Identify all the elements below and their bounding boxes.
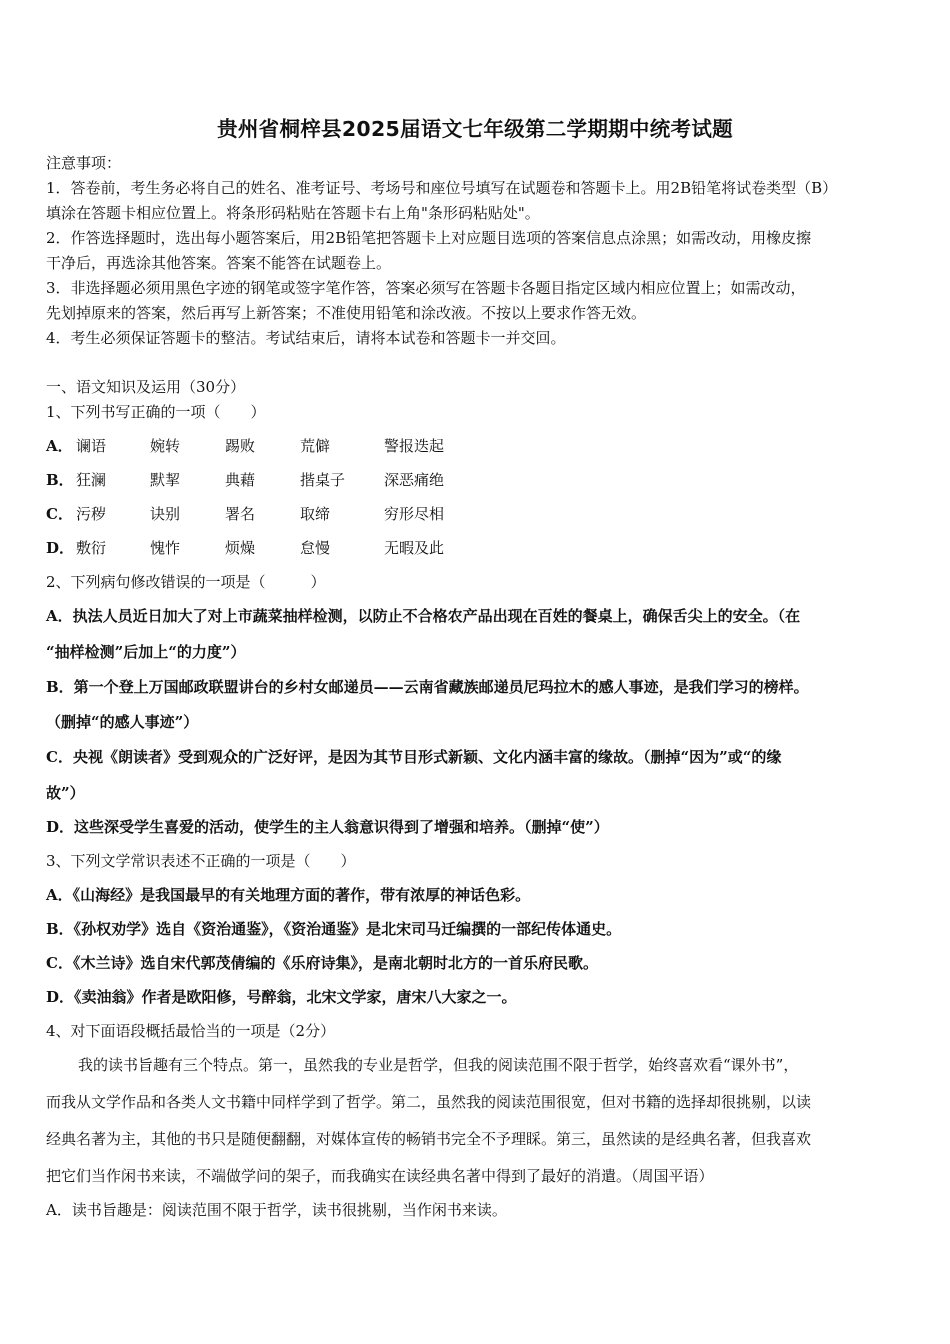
q2-line: C．央视《朗读者》受到观众的广泛好评，是因为其节目形式新颖、文化内涵丰富的缘故。（删掉“因为”或“的缘 <box>46 748 782 766</box>
option-label: A． <box>46 437 73 455</box>
option-word: 狂澜 <box>76 471 107 489</box>
option-label: D． <box>46 539 75 557</box>
notice-line: 2．作答选择题时，选出每小题答案后，用2B铅笔把答题卡上对应题目选项的答案信息点涂黑；如需改动，用橡皮擦 <box>46 229 812 247</box>
option-word: 典藉 <box>225 471 256 489</box>
notice-line: 1．答卷前，考生务必将自己的姓名、准考证号、考场号和座位号填写在试题卷和答题卡上。用2B铅笔将试卷类型（B） <box>46 179 838 197</box>
passage-line: 我的读书旨趣有三个特点。第一，虽然我的专业是哲学，但我的阅读范围不限于哲学，始终喜欢看“课外书”， <box>78 1056 799 1074</box>
q2-line: 故”） <box>46 784 85 802</box>
option-word: 婉转 <box>150 437 181 455</box>
option-word: 污秽 <box>76 505 107 523</box>
option-label: C． <box>46 505 73 523</box>
q4-option-a: A．读书旨趣是：阅读范围不限于哲学，读书很挑剔，当作闲书来读。 <box>46 1201 507 1219</box>
section-heading: 一、语文知识及运用（30分） <box>46 378 246 396</box>
q3-line: B．《孙权劝学》选自《资治通鉴》，《资治通鉴》是北宋司马迁编撰的一部纪传体通史。 <box>46 920 622 938</box>
option-word: 怠慢 <box>300 539 331 557</box>
option-word: 深恶痛绝 <box>384 471 445 489</box>
option-word: 取缔 <box>300 505 331 523</box>
question-1-stem: 1、下列书写正确的一项（ ） <box>46 403 266 421</box>
q3-line: A．《山海经》是我国最早的有关地理方面的著作，带有浓厚的神话色彩。 <box>46 886 531 904</box>
notice-line: 干净后，再选涂其他答案。答案不能答在试题卷上。 <box>46 254 392 272</box>
q2-line: A．执法人员近日加大了对上市蔬菜抽样检测，以防止不合格农产品出现在百姓的餐桌上，确保舌尖上的安全。（在 <box>46 607 801 625</box>
option-word: 荒僻 <box>300 437 331 455</box>
option-word: 署名 <box>225 505 256 523</box>
notice-heading: 注意事项： <box>46 154 122 172</box>
option-word: 穷形尽相 <box>384 505 445 523</box>
passage-line: 而我从文学作品和各类人文书籍中同样学到了哲学。第二，虽然我的阅读范围很宽，但对书籍的选择却很挑剔，以读 <box>46 1093 812 1111</box>
option-word: 诀别 <box>150 505 181 523</box>
option-word: 敷衍 <box>76 539 107 557</box>
q2-line: D．这些深受学生喜爱的活动，使学生的主人翁意识得到了增强和培养。（删掉“使”） <box>46 818 609 836</box>
option-word: 无暇及此 <box>384 539 445 557</box>
option-word: 默挈 <box>150 471 181 489</box>
notice-line: 先划掉原来的答案，然后再写上新答案；不准使用铅笔和涂改液。不按以上要求作答无效。 <box>46 304 647 322</box>
page-title: 贵州省桐梓县2025届语文七年级第二学期期中统考试题 <box>217 117 733 141</box>
passage-line: 经典名著为主，其他的书只是随便翻翻，对媒体宣传的畅销书完全不予理睬。第三，虽然读的是经典名著，但我喜欢 <box>46 1130 812 1148</box>
notice-line: 填涂在答题卡相应位置上。将条形码粘贴在答题卡右上角"条形码粘贴处"。 <box>46 204 540 222</box>
question-4-stem: 4、对下面语段概括最恰当的一项是（2分） <box>46 1022 336 1040</box>
question-2-stem: 2、下列病句修改错误的一项是（ ） <box>46 573 326 591</box>
q2-line: “抽样检测”后加上“的力度”） <box>46 643 246 661</box>
option-word: 警报迭起 <box>384 437 445 455</box>
option-word: 愧怍 <box>150 539 181 557</box>
q2-line: B．第一个登上万国邮政联盟讲台的乡村女邮递员——云南省藏族邮递员尼玛拉木的感人事迹，是我们学习的榜样。 <box>46 678 809 696</box>
option-word: 揩桌子 <box>300 471 346 489</box>
q3-line: C．《木兰诗》选自宋代郭茂倩编的《乐府诗集》，是南北朝时北方的一首乐府民歌。 <box>46 954 598 972</box>
notice-line: 3．非选择题必须用黑色字迹的钢笔或签字笔作答，答案必须写在答题卡各题目指定区域内相应位置上；如需改动， <box>46 279 806 297</box>
q3-line: D．《卖油翁》作者是欧阳修，号醉翁，北宋文学家，唐宋八大家之一。 <box>46 988 517 1006</box>
option-word: 谰语 <box>76 437 107 455</box>
notice-line: 4．考生必须保证答题卡的整洁。考试结束后，请将本试卷和答题卡一并交回。 <box>46 329 566 347</box>
option-label: B． <box>46 471 74 489</box>
option-word: 踢败 <box>225 437 256 455</box>
option-word: 烦燥 <box>225 539 256 557</box>
question-3-stem: 3、下列文学常识表述不正确的一项是（ ） <box>46 852 356 870</box>
passage-line: 把它们当作闲书来读，不端做学问的架子，而我确实在读经典名著中得到了最好的消遣。（周国平语） <box>46 1167 714 1185</box>
q2-line: （删掉“的感人事迹”） <box>46 713 199 731</box>
